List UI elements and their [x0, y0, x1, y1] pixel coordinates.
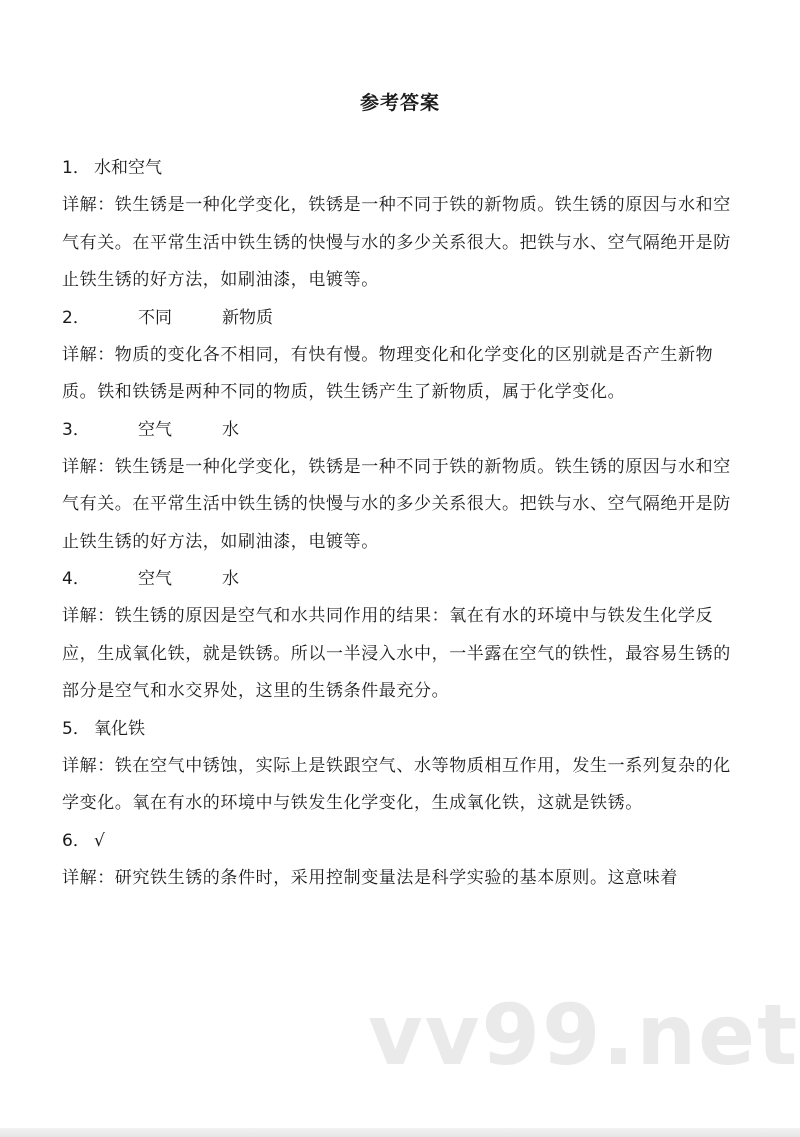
explanation-text: 详解：研究铁生锈的条件时，采用控制变量法是科学实验的基本原则。这意味着	[62, 867, 678, 888]
answer-line	[62, 823, 738, 860]
answer-text: 不同	[138, 307, 172, 328]
answer-text: 水	[222, 419, 239, 440]
answer-text: 空气	[138, 569, 172, 589]
page-title: 参考答案	[359, 92, 440, 114]
answer-text: 水和空气	[94, 158, 162, 178]
answer-line	[62, 412, 738, 449]
explanation-text: 详解：铁生锈是一种化学变化，铁锈是一种不同于铁的新物质。铁生锈的原因与水和空气有关。在平常生活中铁生锈的快慢与水的多少关系很大。把铁与水、空气隔绝开是防止铁生锈的好方法，如刷油漆，电镀等。	[62, 456, 731, 552]
question-number: 3．	[62, 419, 90, 440]
answer-line	[62, 150, 738, 187]
answer-item-4	[62, 561, 738, 711]
answer-item-5	[62, 711, 738, 823]
question-number: 6．	[62, 830, 90, 851]
page-bottom-edge	[0, 1128, 800, 1137]
answer-text: 氧化铁	[94, 718, 145, 739]
answer-line	[62, 300, 738, 337]
explanation-text: 详解：铁生锈的原因是空气和水共同作用的结果：氧在有水的环境中与铁发生化学反应，生成氧化铁，就是铁锈。所以一半浸入水中，一半露在空气的铁性，最容易生锈的部分是空气和水交界处，这里的生锈条件最充分。	[62, 606, 731, 701]
explanation-text: 详解：铁在空气中锈蚀，实际上是铁跟空气、水等物质相互作用，发生一系列复杂的化学变化。氧在有水的环境中与铁发生化学变化，生成氧化铁，这就是铁锈。	[62, 755, 731, 813]
answer-text: √	[94, 830, 105, 851]
answer-item-3	[62, 412, 738, 562]
question-number: 1．	[62, 158, 90, 178]
answer-text: 新物质	[222, 307, 273, 328]
answer-item-1	[62, 150, 738, 300]
answer-text: 空气	[138, 419, 172, 440]
answer-list	[62, 150, 738, 897]
watermark: vv99.net	[368, 986, 800, 1084]
explanation-text: 详解：铁生锈是一种化学变化，铁锈是一种不同于铁的新物质。铁生锈的原因与水和空气有关。在平常生活中铁生锈的快慢与水的多少关系很大。把铁与水、空气隔绝开是防止铁生锈的好方法，如刷油漆，电镀等。	[62, 195, 731, 290]
answer-item-6	[62, 823, 738, 898]
answer-line	[62, 711, 738, 748]
answer-item-2	[62, 300, 738, 412]
question-number: 2．	[62, 307, 90, 328]
explanation-text: 详解：物质的变化各不相同，有快有慢。物理变化和化学变化的区别就是否产生新物质。铁和铁锈是两种不同的物质，铁生锈产生了新物质，属于化学变化。	[62, 344, 714, 402]
answer-text: 水	[222, 569, 239, 589]
answer-line	[62, 561, 738, 598]
question-number: 4．	[62, 569, 90, 589]
question-number: 5．	[62, 718, 90, 739]
